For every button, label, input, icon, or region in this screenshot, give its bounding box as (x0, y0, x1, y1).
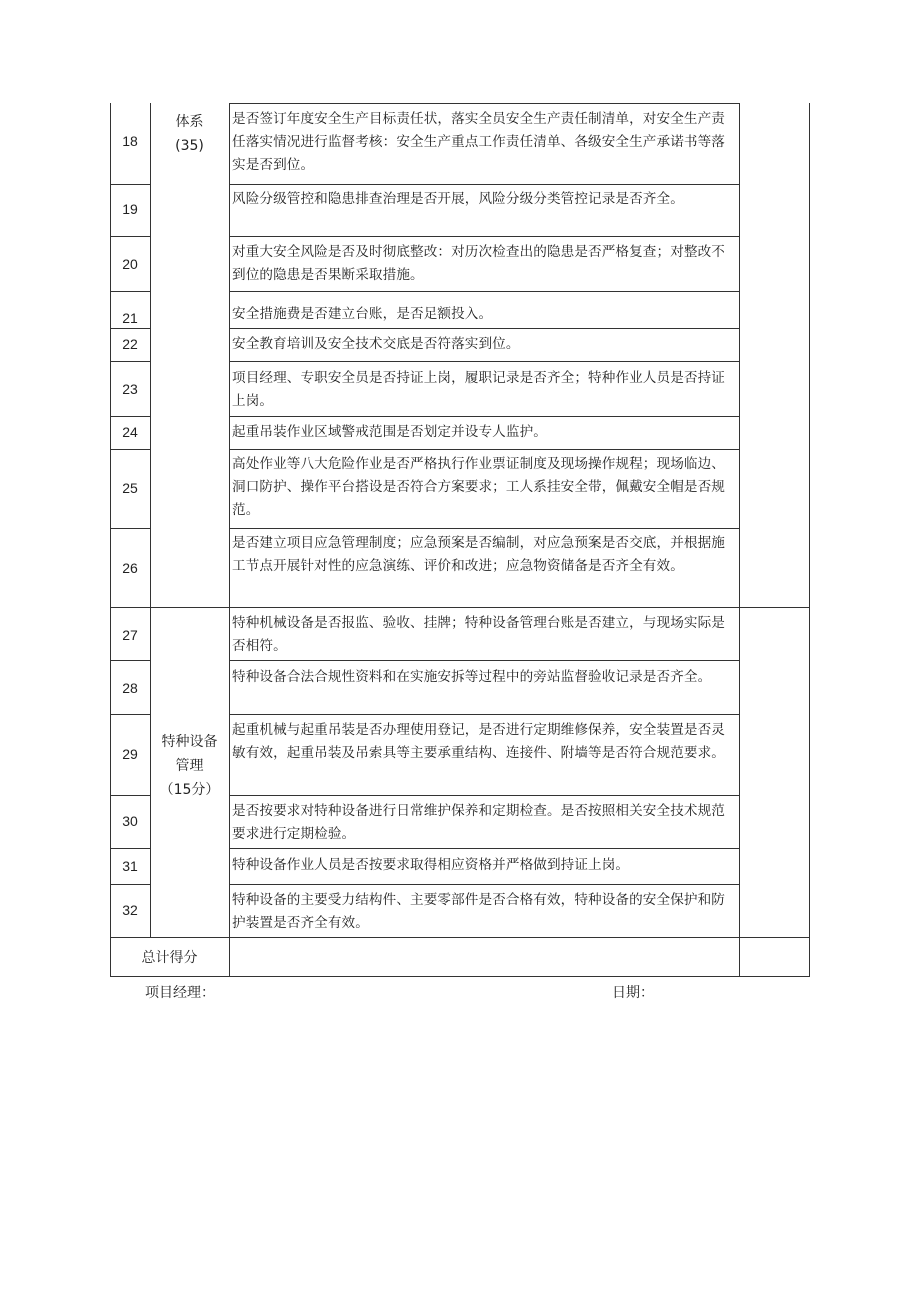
row-line (110, 660, 151, 661)
row-line (229, 291, 740, 292)
row-line (229, 416, 740, 417)
row-line (110, 714, 151, 715)
row-content: 安全措施费是否建立台账，是否足额投入。 (232, 306, 493, 322)
row-line (229, 361, 740, 362)
date-label: 日期： (612, 985, 654, 1001)
category-label: 管理 (175, 758, 204, 774)
row-number: 20 (122, 256, 138, 272)
category-label: 体系 (175, 114, 204, 130)
row-line (229, 795, 740, 796)
row-line (110, 236, 151, 237)
row-line (110, 328, 151, 329)
row-line (229, 528, 740, 529)
row-number: 19 (122, 201, 138, 217)
category-label: 特种设备 (161, 734, 218, 750)
row-content: 起重机械与起重吊装是否办理使用登记，是否进行定期维修保养，安全装置是否灵敏有效，起重吊装及吊索具等主要承重结构、连接件、附墙等是否符合规范要求。 (232, 722, 725, 761)
row-content: 项目经理、专职安全员是否持证上岗，履职记录是否齐全；特种作业人员是否持证上岗。 (232, 370, 725, 409)
category-cell (152, 730, 227, 802)
row-number: 31 (122, 858, 138, 874)
category-score: （15分） (159, 782, 220, 798)
row-line (110, 848, 151, 849)
row-content: 对重大安全风险是否及时彻底整改：对历次检查出的隐患是否严格复查；对整改不到位的隐患是否果断采取措施。 (232, 244, 725, 283)
row-line (229, 714, 740, 715)
table-bottom-line (110, 976, 810, 977)
row-content: 风险分级管控和隐患排查治理是否开展，风险分级分类管控记录是否齐全。 (232, 191, 684, 207)
row-line (229, 328, 740, 329)
row-content: 是否按要求对特种设备进行日常维护保养和定期检查。是否按照相关安全技术规范要求进行定期检验。 (232, 803, 725, 842)
row-content: 特种设备作业人员是否按要求取得相应资格并严格做到持证上岗。 (232, 857, 630, 873)
row-line (110, 795, 151, 796)
row-content: 特种机械设备是否报监、验收、挂牌；特种设备管理台账是否建立，与现场实际是否相符。 (232, 615, 725, 654)
row-line (110, 416, 151, 417)
category-cell (152, 110, 227, 158)
row-content: 特种设备的主要受力结构件、主要零部件是否合格有效，特种设备的安全保护和防护装置是否齐全有效。 (232, 892, 725, 931)
table-border-left (110, 103, 111, 977)
row-number: 28 (122, 680, 138, 696)
row-number: 29 (122, 746, 138, 762)
row-content: 特种设备合法合规性资料和在实施安拆等过程中的旁站监督验收记录是否齐全。 (232, 669, 712, 685)
row-number: 22 (122, 336, 138, 352)
project-manager-label: 项目经理： (145, 985, 215, 1001)
total-top-line (110, 937, 810, 938)
row-line (110, 884, 151, 885)
row-number: 27 (122, 627, 138, 643)
row-number: 26 (122, 560, 138, 576)
row-line (229, 884, 740, 885)
row-line (229, 660, 740, 661)
row-content: 安全教育培训及安全技术交底是否符落实到位。 (232, 336, 520, 352)
row-content: 是否签订年度安全生产目标责任状，落实全员安全生产责任制清单，对安全生产责任落实情况进行监督考核：安全生产重点工作责任清单、各级安全生产承诺书等落实是否到位。 (232, 111, 725, 173)
row-line (229, 236, 740, 237)
table-border-right (809, 103, 810, 977)
row-content: 高处作业等八大危险作业是否严格执行作业票证制度及现场操作规程；现场临边、洞口防护、操作平台搭设是否符合方案要求；工人系挂安全带，佩戴安全帽是否规范。 (232, 456, 725, 518)
row-line (110, 361, 151, 362)
row-number: 25 (122, 480, 138, 496)
row-line (229, 184, 740, 185)
row-number: 23 (122, 381, 138, 397)
row-line (110, 449, 151, 450)
row-content: 是否建立项目应急管理制度；应急预案是否编制，对应急预案是否交底，并根据施工节点开展针对性的应急演练、评价和改进；应急物资储备是否齐全有效。 (232, 535, 725, 574)
table-col-divider-cat (229, 103, 230, 977)
row-number: 18 (122, 133, 138, 149)
row-line (229, 848, 740, 849)
total-score-label: 总计得分 (141, 950, 198, 966)
row-line (110, 291, 151, 292)
row-number: 21 (122, 310, 138, 326)
row-content: 起重吊装作业区域警戒范围是否划定并设专人监护。 (232, 424, 547, 440)
table-col-divider-num (150, 103, 151, 937)
section-line (110, 607, 810, 608)
row-number: 32 (122, 902, 138, 918)
row-line (110, 528, 151, 529)
row-number: 30 (122, 813, 138, 829)
category-score: (35) (175, 138, 204, 154)
row-line (110, 184, 151, 185)
row-line (229, 103, 740, 104)
row-line (229, 449, 740, 450)
row-number: 24 (122, 424, 138, 440)
table-col-divider-content (739, 103, 740, 977)
